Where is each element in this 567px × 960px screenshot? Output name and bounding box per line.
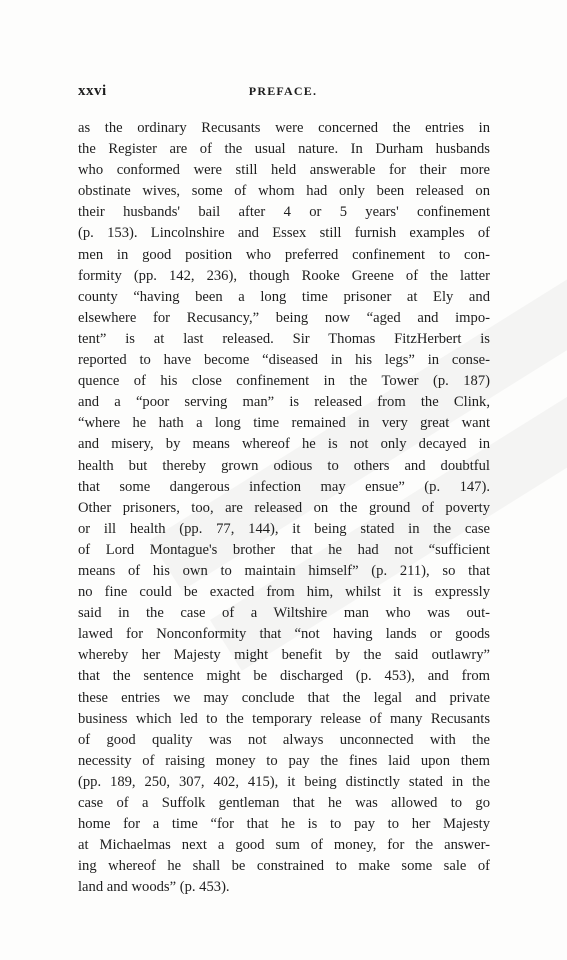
text-line: health but thereby grown odious to others and doubtful <box>78 457 490 474</box>
text-line: the Register are of the usual nature. In Durham husbands <box>78 141 490 158</box>
text-line: no fine could be exacted from him, whilst it is expressly <box>78 584 490 601</box>
text-line: case of a Suffolk gentleman that he was allowed to go <box>78 795 490 811</box>
text-line: “where he hath a long time remained in very great want <box>78 415 490 432</box>
text-line: means of his own to maintain himself” (p. 211), so that <box>78 562 490 579</box>
text-line: these entries we may conclude that the legal and private <box>78 689 490 706</box>
body-text <box>78 118 490 898</box>
text-line: necessity of raising money to pay the fines laid upon them <box>78 752 490 769</box>
text-line: reported to have become “diseased in his legs” in conse- <box>78 352 490 369</box>
text-line: (p. 153). Lincolnshire and Essex still furnish examples of <box>78 225 490 242</box>
text-line: men in good position who preferred confinement to con- <box>78 246 490 263</box>
text-line: and misery, by means whereof he is not only decayed in <box>78 436 490 453</box>
text-line: elsewhere for Recusancy,” being now “aged and impo- <box>78 309 490 326</box>
text-line: obstinate wives, some of whom had only been released on <box>78 183 490 200</box>
text-line: whereby her Majesty might benefit by the said outlawry” <box>78 647 490 664</box>
text-line: business which led to the temporary release of many Recusants <box>78 710 490 727</box>
text-line: and a “poor serving man” is released from the Clink, <box>78 394 490 411</box>
text-line: (pp. 189, 250, 307, 402, 415), it being distinctly stated in the <box>78 773 490 790</box>
text-line: who conformed were still held answerable for their more <box>78 162 490 179</box>
text-line: ing whereof he shall be constrained to make some sale of <box>78 858 490 875</box>
text-line: formity (pp. 142, 236), though Rooke Greene of the latter <box>78 267 490 284</box>
text-line: land and woods” (p. 453). <box>78 879 230 896</box>
text-line: Other prisoners, too, are released on the ground of poverty <box>78 499 490 516</box>
text-line: quence of his close confinement in the Tower (p. 187) <box>78 373 490 390</box>
text-line: that the sentence might be discharged (p. 453), and from <box>78 668 490 685</box>
text-line: or ill health (pp. 77, 144), it being stated in the case <box>78 520 490 537</box>
text-line: lawed for Nonconformity that “not having lands or goods <box>78 626 490 643</box>
page-number: xxvi <box>78 83 107 99</box>
text-line: at Michaelmas next a good sum of money, for the answer- <box>78 837 490 854</box>
text-line: said in the case of a Wiltshire man who was out- <box>78 605 490 622</box>
text-line: home for a time “for that he is to pay to her Majesty <box>78 816 490 833</box>
page-header <box>78 83 488 103</box>
running-head: PREFACE. <box>248 84 318 98</box>
text-line: of Lord Montague's brother that he had not “sufficient <box>78 541 490 558</box>
text-line: that some dangerous infection may ensue” (p. 147). <box>78 478 490 495</box>
text-line: county “having been a long time prisoner at Ely and <box>78 288 490 305</box>
text-line: as the ordinary Recusants were concerned the entries in <box>78 120 490 136</box>
text-line: tent” is at last released. Sir Thomas FitzHerbert is <box>78 330 490 347</box>
text-line: of good quality was not always unconnected with the <box>78 731 490 748</box>
text-line: their husbands' bail after 4 or 5 years' confinement <box>78 204 490 221</box>
